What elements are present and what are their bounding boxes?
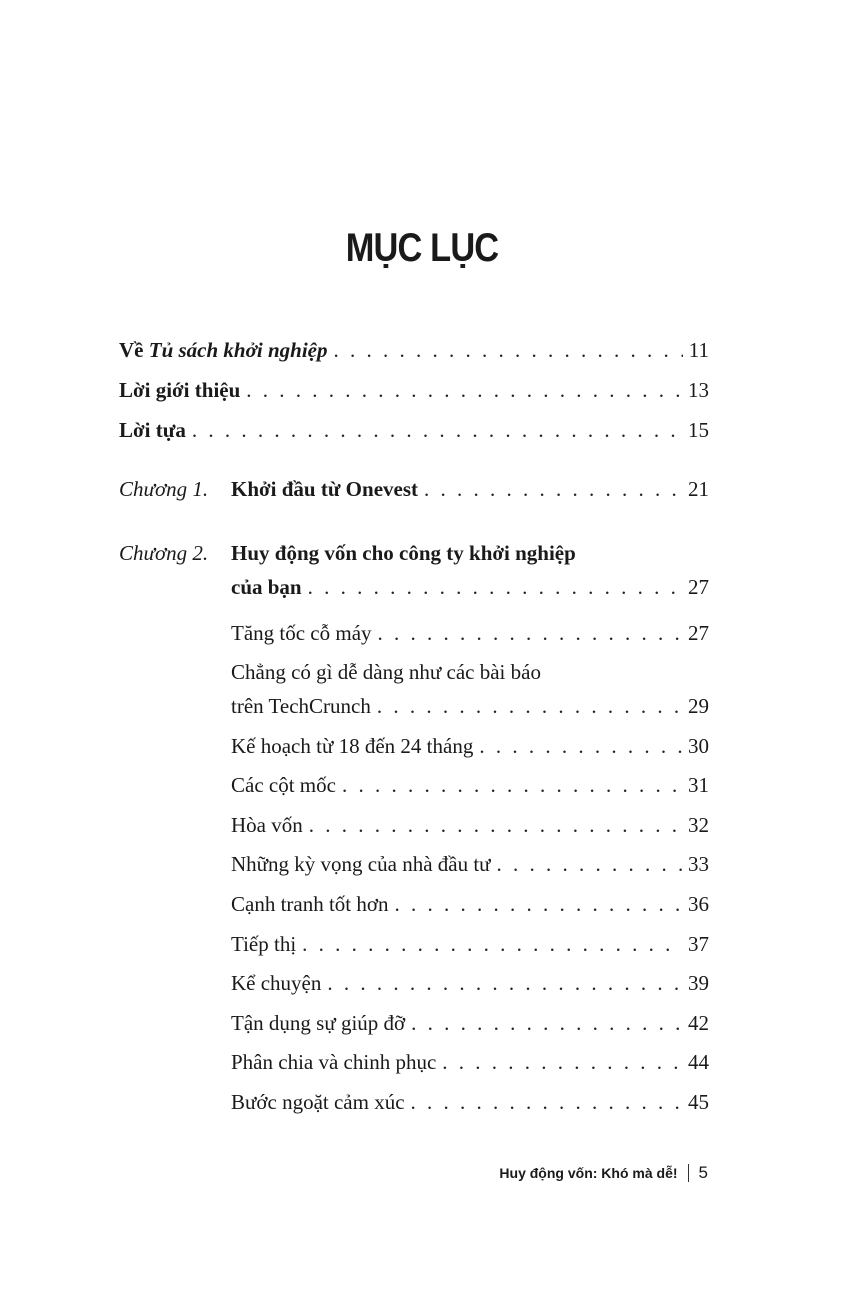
entry-label: Lời tựa bbox=[119, 418, 186, 442]
page-number: 21 bbox=[688, 477, 709, 501]
page-number: 13 bbox=[688, 378, 709, 402]
toc-entry bbox=[231, 1010, 709, 1036]
section-title: Chẳng có gì dễ dàng như các bài báo bbox=[231, 660, 541, 684]
section-title: Các cột mốc bbox=[231, 773, 336, 797]
chapter-label: Chương 1. bbox=[119, 477, 209, 501]
toc-entry bbox=[231, 931, 709, 957]
dot-leader bbox=[395, 891, 683, 917]
toc-entry bbox=[231, 970, 709, 996]
toc-entry bbox=[231, 476, 709, 502]
page-number: 33 bbox=[688, 852, 709, 876]
page-number: 37 bbox=[688, 932, 709, 956]
page-number: 32 bbox=[688, 813, 709, 837]
dot-leader bbox=[309, 812, 682, 838]
page-number: 44 bbox=[688, 1050, 709, 1074]
chapter-title: Khởi đầu từ Onevest bbox=[231, 477, 419, 501]
section-title: Tận dụng sự giúp đỡ bbox=[231, 1011, 406, 1035]
chapter-title: Huy động vốn cho công ty khởi nghiệp bbox=[231, 541, 576, 565]
page-number: 29 bbox=[688, 694, 709, 718]
section-title: Bước ngoặt cảm xúc bbox=[231, 1090, 405, 1114]
page-number: 36 bbox=[688, 892, 709, 916]
toc-entry bbox=[231, 733, 709, 759]
running-title: Huy động vốn: Khó mà dễ! bbox=[499, 1165, 678, 1181]
toc-entry bbox=[231, 812, 709, 838]
page-number: 45 bbox=[688, 1090, 709, 1114]
dot-leader bbox=[378, 620, 682, 646]
chapter-title-continued: của bạn bbox=[231, 575, 302, 599]
dot-leader bbox=[192, 417, 682, 443]
section-title: Kể chuyện bbox=[231, 971, 322, 995]
section-title: Những kỳ vọng của nhà đầu tư bbox=[231, 852, 491, 876]
toc-entry bbox=[231, 772, 709, 798]
page-number: 30 bbox=[688, 734, 709, 758]
dot-leader bbox=[308, 574, 682, 600]
page-number: 42 bbox=[688, 1011, 709, 1035]
toc-entry bbox=[119, 377, 709, 403]
toc-entry bbox=[231, 620, 709, 646]
entry-label: Về bbox=[119, 338, 149, 362]
dot-leader bbox=[424, 476, 682, 502]
dot-leader bbox=[302, 931, 682, 957]
dot-leader bbox=[442, 1049, 682, 1075]
toc-entry bbox=[231, 574, 709, 600]
dot-leader bbox=[411, 1089, 682, 1115]
page-number: 11 bbox=[688, 338, 709, 362]
page-number: 31 bbox=[688, 773, 709, 797]
page-number: 27 bbox=[688, 621, 709, 645]
dot-leader bbox=[377, 693, 682, 719]
section-title: Tiếp thị bbox=[231, 932, 297, 956]
page-number: 39 bbox=[688, 971, 709, 995]
folio-number: 5 bbox=[698, 1163, 708, 1182]
toc-entry bbox=[231, 891, 709, 917]
page-number: 27 bbox=[688, 575, 709, 599]
section-title: Hòa vốn bbox=[231, 813, 303, 837]
dot-leader bbox=[333, 337, 682, 363]
page-number: 15 bbox=[688, 418, 709, 442]
section-title: Tăng tốc cỗ máy bbox=[231, 621, 372, 645]
page-title: MỤC LỤC bbox=[345, 226, 499, 270]
toc-entry bbox=[119, 337, 709, 363]
dot-leader bbox=[497, 851, 682, 877]
entry-italic-title: Tủ sách khởi nghiệp bbox=[148, 338, 328, 362]
section-title: Kế hoạch từ 18 đến 24 tháng bbox=[231, 734, 474, 758]
dot-leader bbox=[246, 377, 682, 403]
toc-entry bbox=[231, 693, 709, 719]
dot-leader bbox=[411, 1010, 682, 1036]
chapter-label: Chương 2. bbox=[119, 541, 209, 565]
entry-label: Lời giới thiệu bbox=[119, 378, 241, 402]
toc-entry bbox=[231, 851, 709, 877]
dot-leader bbox=[342, 772, 682, 798]
page-footer bbox=[499, 1163, 708, 1183]
section-title-continued: trên TechCrunch bbox=[231, 694, 371, 718]
dot-leader bbox=[479, 733, 682, 759]
toc-entry bbox=[231, 1049, 709, 1075]
section-title: Cạnh tranh tốt hơn bbox=[231, 892, 389, 916]
dot-leader bbox=[327, 970, 682, 996]
footer-divider bbox=[688, 1164, 689, 1182]
section-title: Phân chia và chinh phục bbox=[231, 1050, 437, 1074]
toc-entry bbox=[231, 1089, 709, 1115]
toc-entry bbox=[119, 417, 709, 443]
